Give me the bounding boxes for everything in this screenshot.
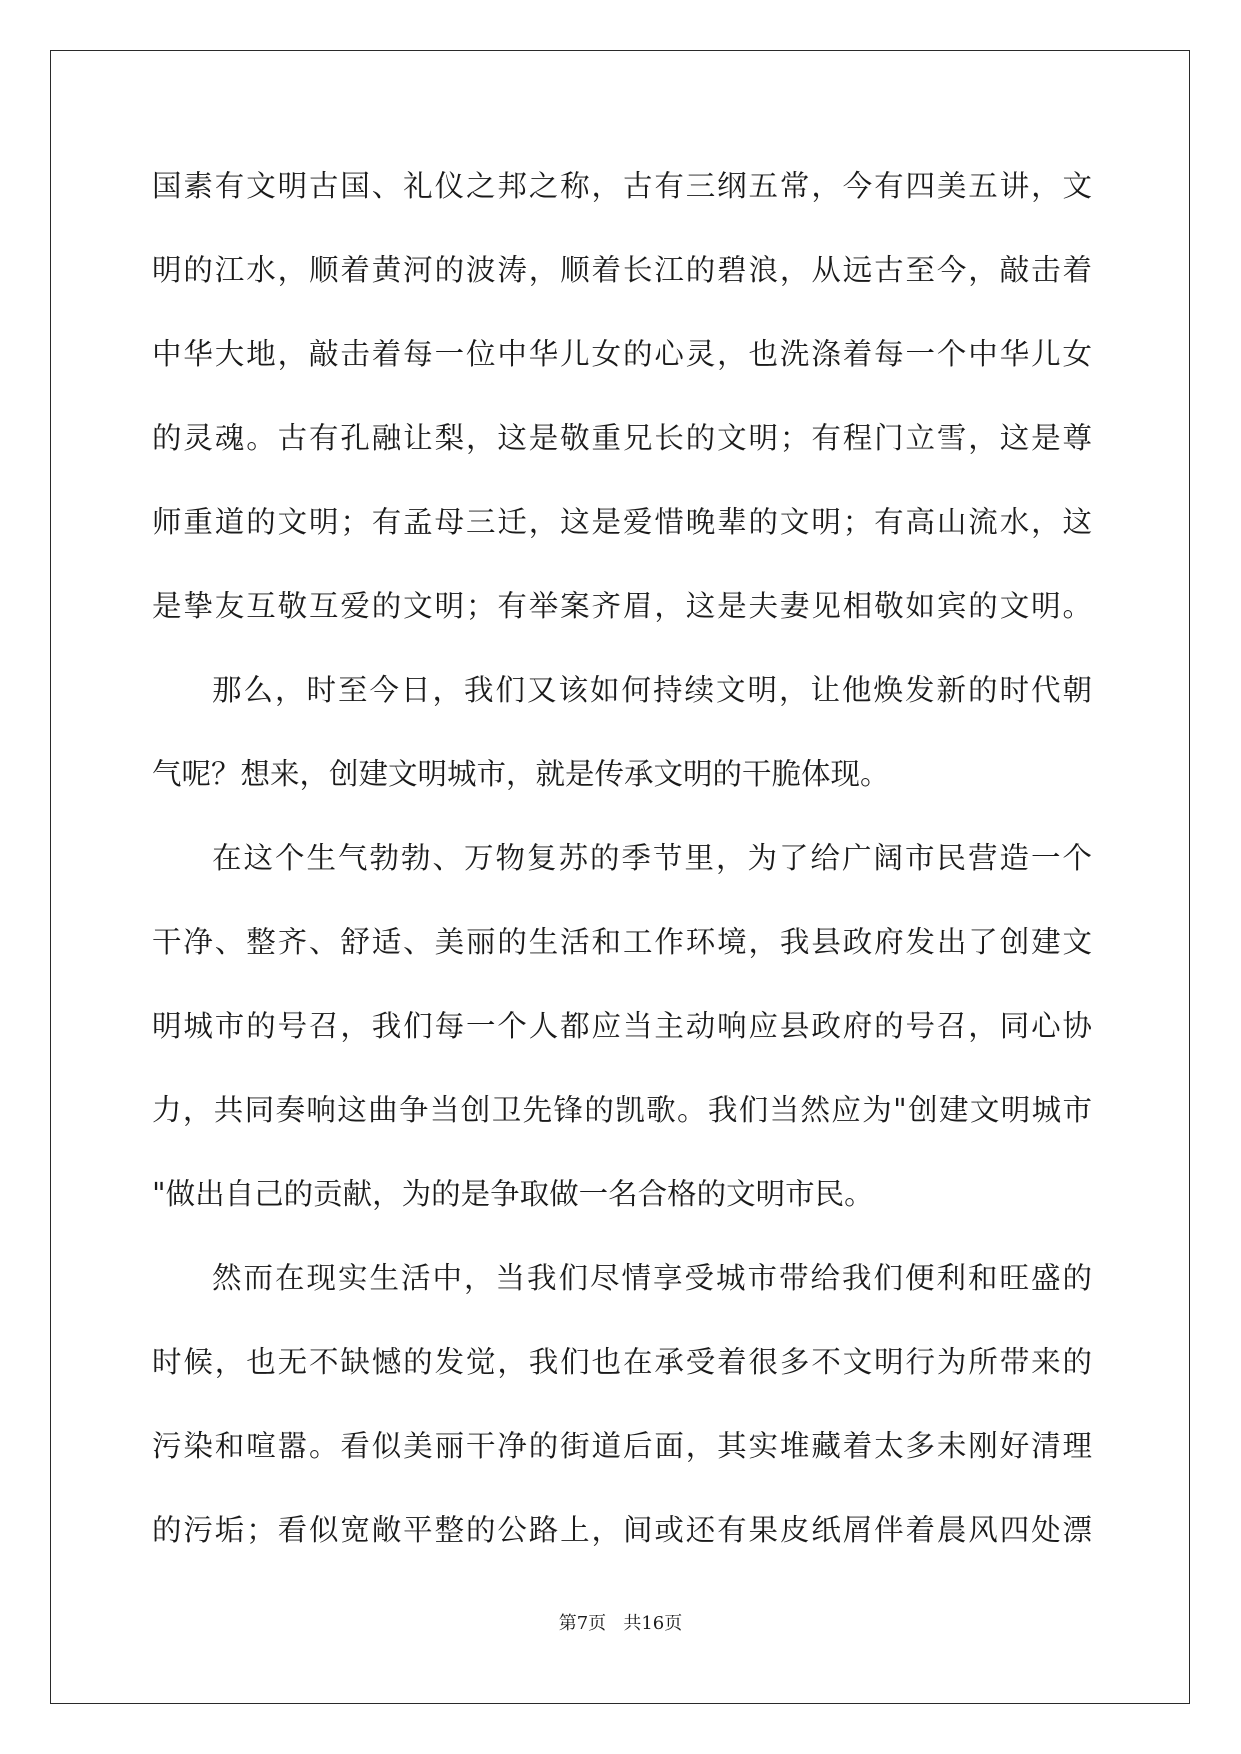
text-line: 师重道的文明；有孟母三迁，这是爱惜晚辈的文明；有高山流水，这 (152, 505, 1092, 539)
text-line: 然而在现实生活中，当我们尽情享受城市带给我们便利和旺盛的 (212, 1261, 1092, 1295)
text-line: 中华大地，敲击着每一位中华儿女的心灵，也洗涤着每一个中华儿女 (152, 337, 1092, 371)
text-line: 污染和喧嚣。看似美丽干净的街道后面，其实堆藏着太多未刚好清理 (152, 1429, 1092, 1463)
text-line: "做出自己的贡献，为的是争取做一名合格的文明市民。 (152, 1177, 874, 1211)
text-line: 气呢？想来，创建文明城市，就是传承文明的干脆体现。 (152, 757, 890, 791)
text-line: 的灵魂。古有孔融让梨，这是敬重兄长的文明；有程门立雪，这是尊 (152, 421, 1092, 455)
page-number: 第7页 (558, 1613, 607, 1634)
text-line: 的污垢；看似宽敞平整的公路上，间或还有果皮纸屑伴着晨风四处漂 (152, 1513, 1092, 1547)
page-total: 共16页 (623, 1613, 683, 1634)
document-body (152, 160, 1092, 1588)
page-footer (0, 1612, 1241, 1636)
text-line: 那么，时至今日，我们又该如何持续文明，让他焕发新的时代朝 (212, 673, 1092, 707)
text-line: 干净、整齐、舒适、美丽的生活和工作环境，我县政府发出了创建文 (152, 925, 1092, 959)
text-line: 明的江水，顺着黄河的波涛，顺着长江的碧浪，从远古至今，敲击着 (152, 253, 1092, 287)
text-line: 力，共同奏响这曲争当创卫先锋的凯歌。我们当然应为"创建文明城市 (152, 1093, 1092, 1127)
text-line: 时候，也无不缺憾的发觉，我们也在承受着很多不文明行为所带来的 (152, 1345, 1092, 1379)
text-line: 在这个生气勃勃、万物复苏的季节里，为了给广阔市民营造一个 (212, 841, 1092, 875)
text-line: 明城市的号召，我们每一个人都应当主动响应县政府的号召，同心协 (152, 1009, 1092, 1043)
text-line: 是挚友互敬互爱的文明；有举案齐眉，这是夫妻见相敬如宾的文明。 (152, 589, 1092, 623)
text-line: 国素有文明古国、礼仪之邦之称，古有三纲五常，今有四美五讲，文 (152, 169, 1092, 203)
